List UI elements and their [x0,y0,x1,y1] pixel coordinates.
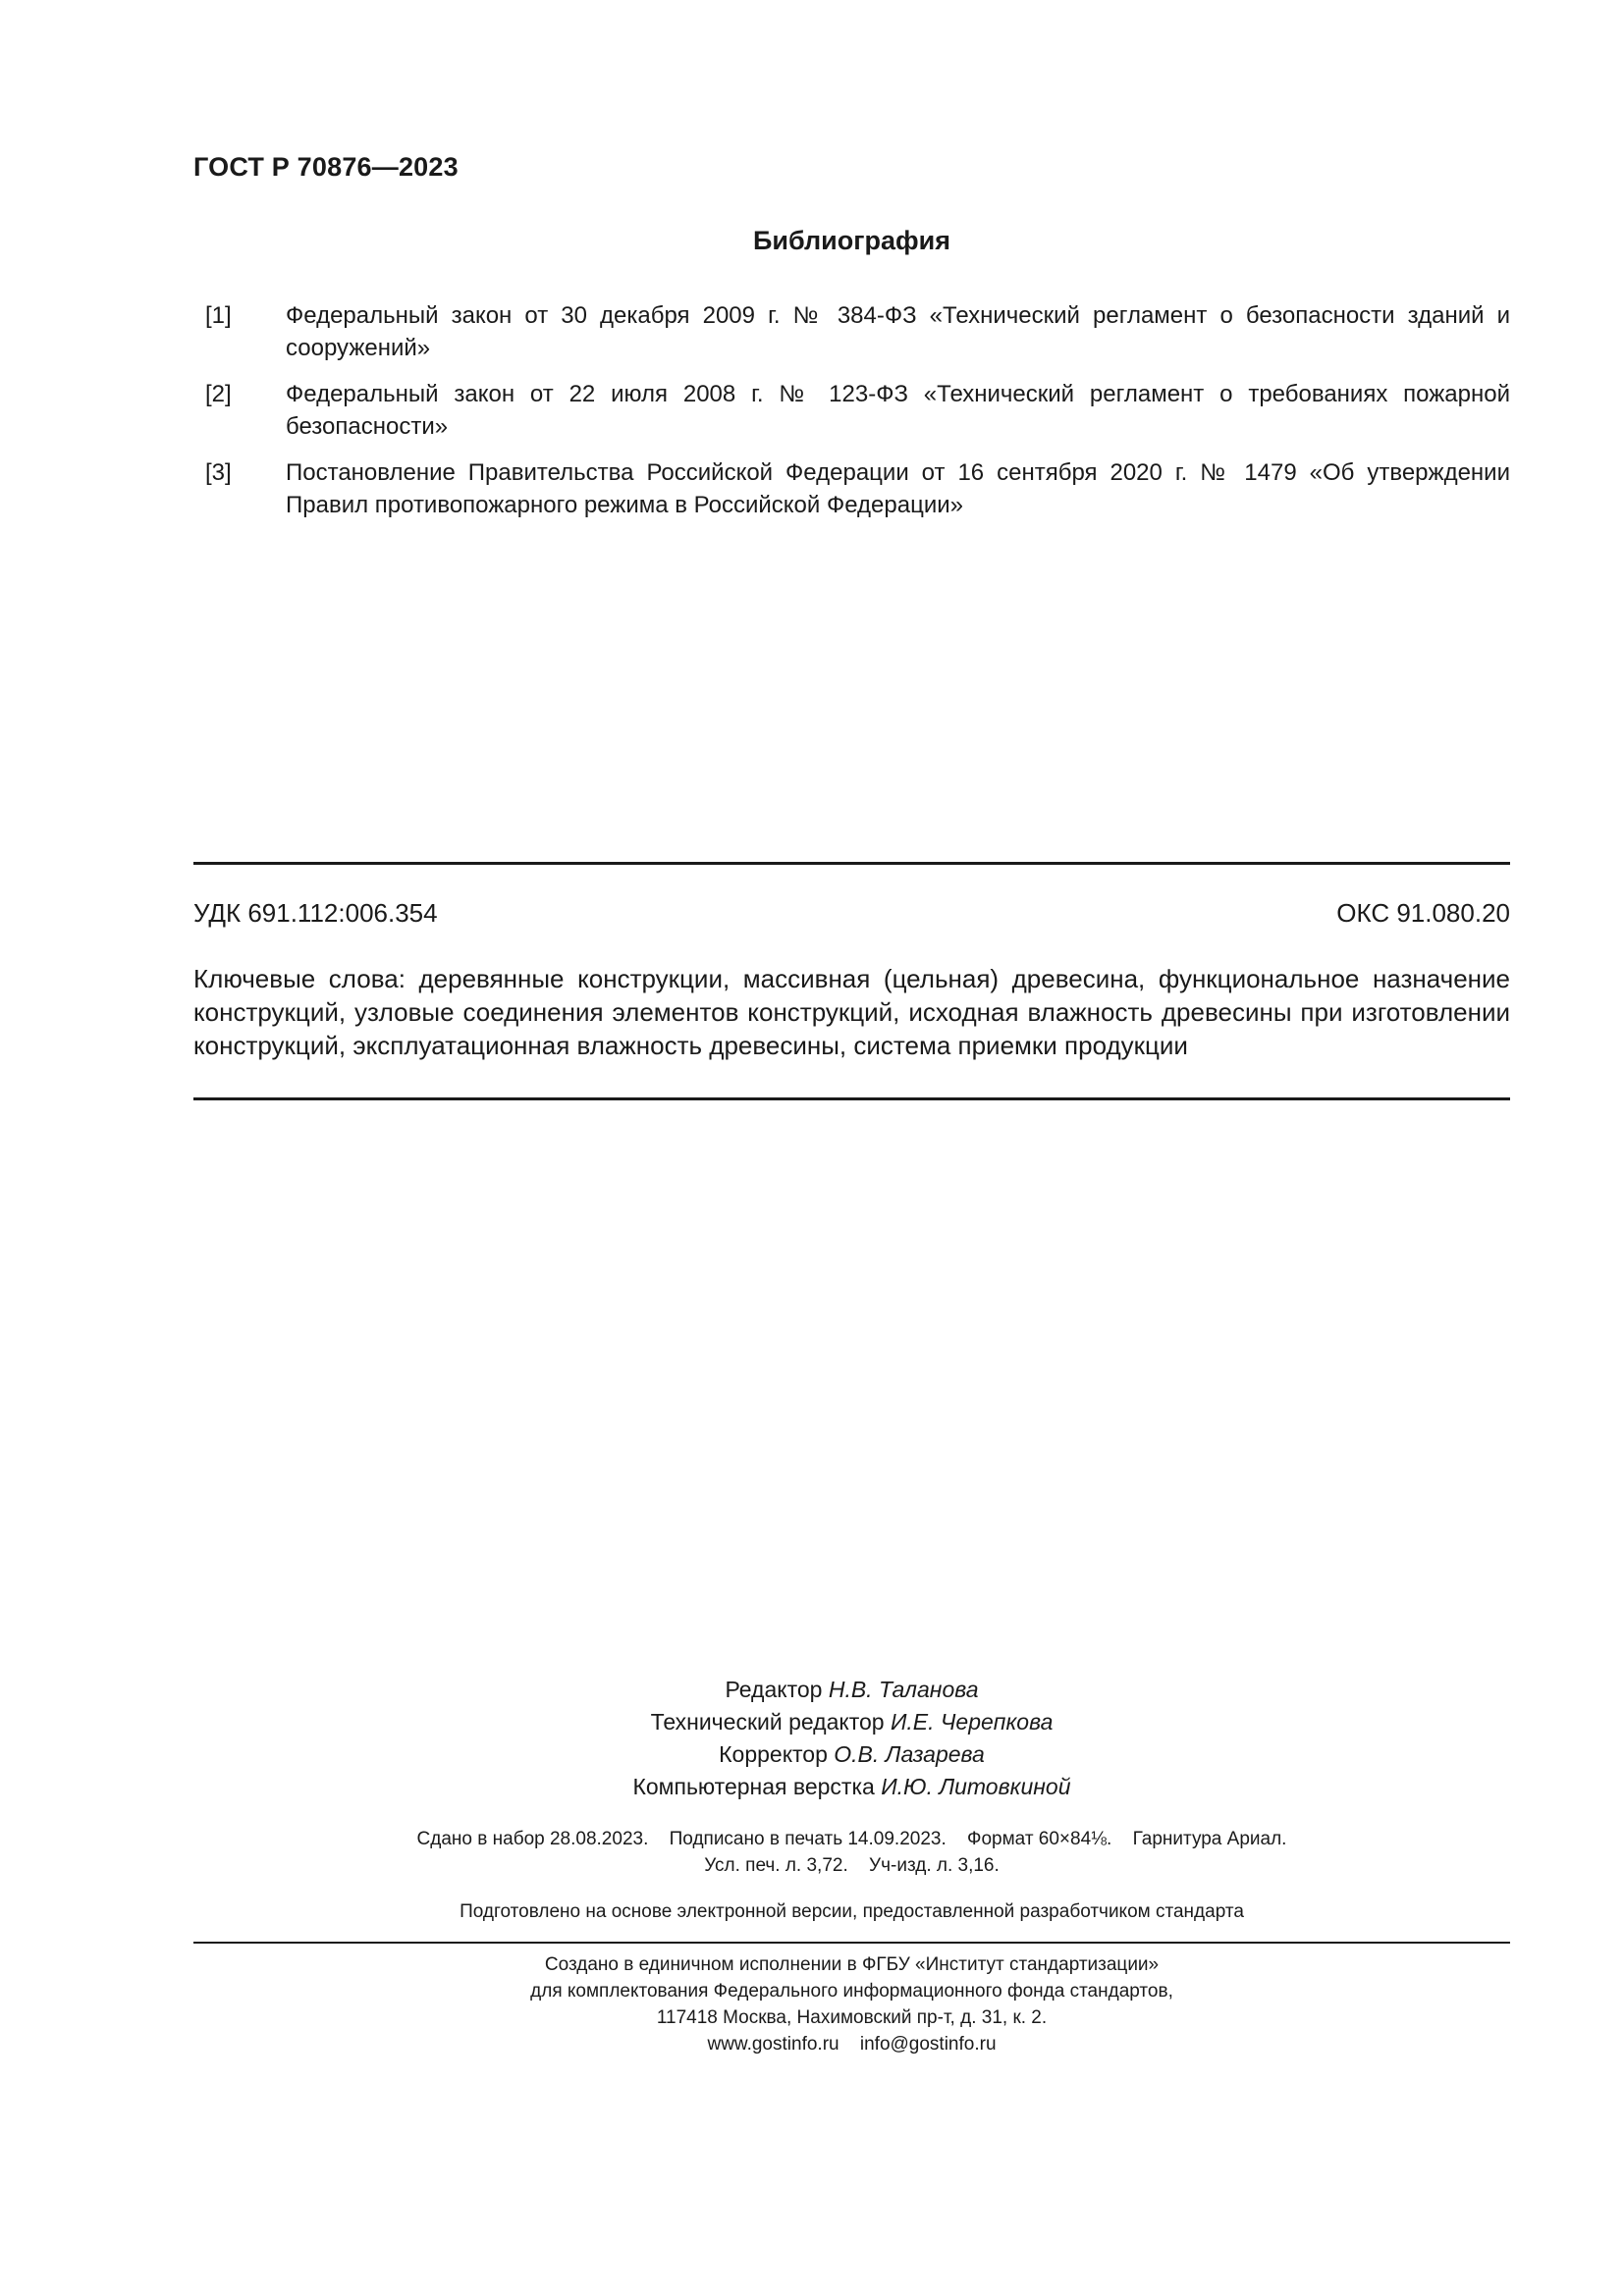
credit-role: Редактор [725,1677,823,1702]
bibliography-item-text: Федеральный закон от 22 июля 2008 г. № 123-ФЗ «Технический регламент о требованиях пожарной безопасности» [286,381,1510,440]
credit-line [193,1674,1510,1706]
credit-name: И.Ю. Литовкиной [881,1774,1071,1799]
credit-name: И.Е. Черепкова [890,1709,1054,1735]
document-code: ГОСТ Р 70876—2023 [193,152,459,182]
bibliography-item [193,299,1510,364]
bibliography-item-number: [1] [205,302,232,329]
submitted-date: Сдано в набор 28.08.2023. [416,1829,649,1849]
email-link[interactable]: info@gostinfo.ru [859,2034,997,2055]
udk-code: УДК 691.112:006.354 [193,898,438,928]
credit-role: Технический редактор [650,1709,885,1735]
prepared-note: Подготовлено на основе электронной версии, предоставленной разработчиком стандарта [460,1901,1244,1922]
classification-row [193,896,1510,930]
horizontal-divider [193,1942,1510,1944]
oks-code: ОКС 91.080.20 [1336,898,1510,928]
paper-format: Формат 60×84⅛. [967,1829,1112,1849]
credit-name: О.В. Лазарева [834,1741,985,1767]
bibliography-list [193,299,1510,535]
publisher-line: Создано в единичном исполнении в ФГБУ «Институт стандартизации» [544,1954,1160,1975]
bibliography-item-text: Федеральный закон от 30 декабря 2009 г. № 384-ФЗ «Технический регламент о безопасности зданий и сооружений» [286,302,1510,361]
bibliography-item [193,378,1510,443]
publisher-info [193,1951,1510,2057]
editorial-credits [193,1674,1510,1803]
print-info-line [193,1826,1510,1852]
publisher-address: 117418 Москва, Нахимовский пр-т, д. 31, к. 2. [656,2007,1048,2028]
credit-name: Н.В. Таланова [828,1677,979,1702]
horizontal-divider [193,1097,1510,1100]
website-link[interactable]: www.gostinfo.ru [707,2034,839,2055]
keywords-paragraph: Ключевые слова: деревянные конструкции, массивная (цельная) древесина, функциональное назначение конструкций, узловые соединения элементов конструкций, исходная влажность древесины при изготовлении конструкций, эксплуатационная влажность древесины, система приемки продукции [193,964,1510,1060]
publisher-line: для комплектования Федерального информационного фонда стандартов, [530,1981,1173,2002]
bibliography-item-text: Постановление Правительства Российской Федерации от 16 сентября 2020 г. № 1479 «Об утверждении Правил противопожарного режима в Российской Федерации» [286,459,1510,518]
credit-role: Корректор [719,1741,828,1767]
credit-role: Компьютерная верстка [632,1774,875,1799]
bibliography-item-number: [2] [205,381,232,407]
print-info [193,1826,1510,1879]
credit-line [193,1738,1510,1771]
edit-sheets: Уч-изд. л. 3,16. [869,1855,1000,1876]
signed-date: Подписано в печать 14.09.2023. [669,1829,947,1849]
print-sheets: Усл. печ. л. 3,72. [704,1855,848,1876]
bibliography-item-number: [3] [205,459,232,486]
bibliography-item [193,456,1510,521]
horizontal-divider [193,862,1510,865]
bibliography-title: Библиография [753,226,950,255]
publisher-contacts [193,2031,1510,2057]
typeface: Гарнитура Ариал. [1132,1829,1287,1849]
print-info-line [193,1852,1510,1879]
credit-line [193,1706,1510,1738]
credit-line [193,1771,1510,1803]
